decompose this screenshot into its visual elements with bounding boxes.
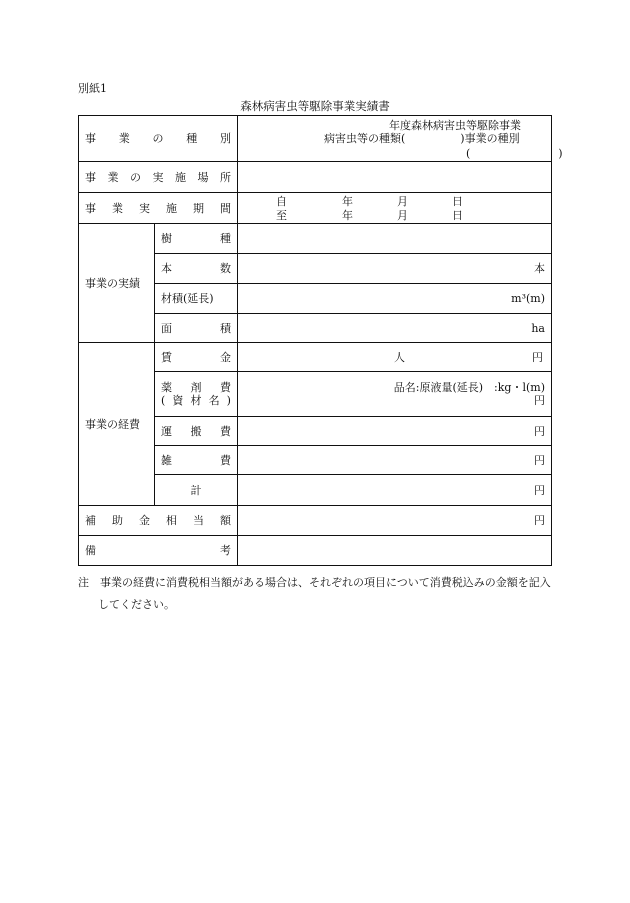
project-type-line1: 年度森林病害虫等駆除事業 bbox=[389, 119, 521, 132]
row-species bbox=[79, 224, 552, 254]
row-period bbox=[79, 193, 552, 224]
project-type-line2: 病害虫等の種類( )事業の種別 bbox=[324, 132, 520, 145]
subsidy-label-text: 補 助 金 相 当 額 bbox=[85, 514, 231, 527]
species-label bbox=[155, 224, 238, 254]
project-type-line3: ( ) bbox=[466, 147, 563, 160]
total-field[interactable] bbox=[238, 475, 552, 506]
chemicals-yen-unit: 円 bbox=[534, 394, 545, 407]
wages-label-text: 賃 金 bbox=[161, 350, 231, 364]
count-field[interactable] bbox=[238, 254, 552, 284]
chemicals-label bbox=[155, 372, 238, 417]
area-label bbox=[155, 314, 238, 343]
expenses-label: 事業の経費 bbox=[79, 343, 155, 506]
transport-yen-unit: 円 bbox=[534, 424, 545, 438]
wages-field[interactable] bbox=[238, 343, 552, 372]
subsidy-label bbox=[79, 506, 238, 536]
wages-person-unit: 人 bbox=[394, 350, 405, 364]
row-location bbox=[79, 162, 552, 193]
misc-label bbox=[155, 446, 238, 475]
location-label bbox=[79, 162, 238, 193]
subsidy-field[interactable] bbox=[238, 506, 552, 536]
document-title: 森林病害虫等駆除事業実績書 bbox=[240, 99, 390, 113]
period-to: 至 年 月 日 bbox=[276, 209, 463, 222]
row-wages bbox=[79, 343, 552, 372]
location-label-text: 事 業 の 実 施 場 所 bbox=[85, 170, 231, 184]
row-project-type bbox=[79, 116, 552, 162]
location-field[interactable] bbox=[238, 162, 552, 193]
remarks-field[interactable] bbox=[238, 536, 552, 566]
project-type-label-text: 事 業 の 種 別 bbox=[85, 132, 231, 145]
project-type-field[interactable] bbox=[238, 116, 563, 162]
footnote-text: 注 事業の経費に消費税相当額がある場合は、それぞれの項目について消費税込みの金額を記入してください。 bbox=[78, 576, 551, 611]
wages-label bbox=[155, 343, 238, 372]
results-form-table bbox=[78, 115, 563, 566]
annex-label: 別紙1 bbox=[78, 82, 107, 95]
misc-yen-unit: 円 bbox=[534, 453, 545, 467]
volume-unit: m³(m) bbox=[511, 292, 545, 305]
misc-field[interactable] bbox=[238, 446, 552, 475]
count-label-text: 本 数 bbox=[161, 262, 231, 275]
volume-field[interactable] bbox=[238, 284, 552, 314]
area-label-text: 面 積 bbox=[161, 321, 231, 335]
species-label-text: 樹 種 bbox=[161, 232, 231, 245]
misc-label-text: 雑 費 bbox=[161, 453, 231, 467]
results-label: 事業の実績 bbox=[79, 224, 155, 343]
chemicals-label-line1: 薬 剤 費 bbox=[161, 381, 231, 394]
period-field[interactable] bbox=[238, 193, 552, 224]
count-unit: 本 bbox=[534, 262, 545, 275]
period-label-text: 事 業 実 施 期 間 bbox=[85, 201, 231, 215]
total-label: 計 bbox=[155, 475, 238, 506]
period-label bbox=[79, 193, 238, 224]
transport-label bbox=[155, 417, 238, 446]
footnote bbox=[78, 572, 558, 616]
volume-label: 材積(延長) bbox=[155, 284, 238, 314]
wages-yen-unit: 円 bbox=[532, 350, 543, 364]
species-field[interactable] bbox=[238, 224, 552, 254]
period-from: 自 年 月 日 bbox=[276, 195, 463, 208]
total-yen-unit: 円 bbox=[534, 483, 545, 497]
transport-field[interactable] bbox=[238, 417, 552, 446]
area-field[interactable] bbox=[238, 314, 552, 343]
chemicals-label-line2: ( 資 材 名 ) bbox=[161, 394, 231, 407]
remarks-label bbox=[79, 536, 238, 566]
area-unit: ha bbox=[531, 321, 545, 335]
row-subsidy bbox=[79, 506, 552, 536]
count-label bbox=[155, 254, 238, 284]
project-type-label bbox=[79, 116, 238, 162]
row-remarks bbox=[79, 536, 552, 566]
transport-label-text: 運 搬 費 bbox=[161, 424, 231, 438]
remarks-label-text: 備 考 bbox=[85, 544, 231, 557]
chemicals-field[interactable] bbox=[238, 372, 552, 417]
subsidy-yen-unit: 円 bbox=[534, 514, 545, 527]
chemicals-detail: 品名:原液量(延長) :kg・l(m) bbox=[393, 381, 545, 394]
